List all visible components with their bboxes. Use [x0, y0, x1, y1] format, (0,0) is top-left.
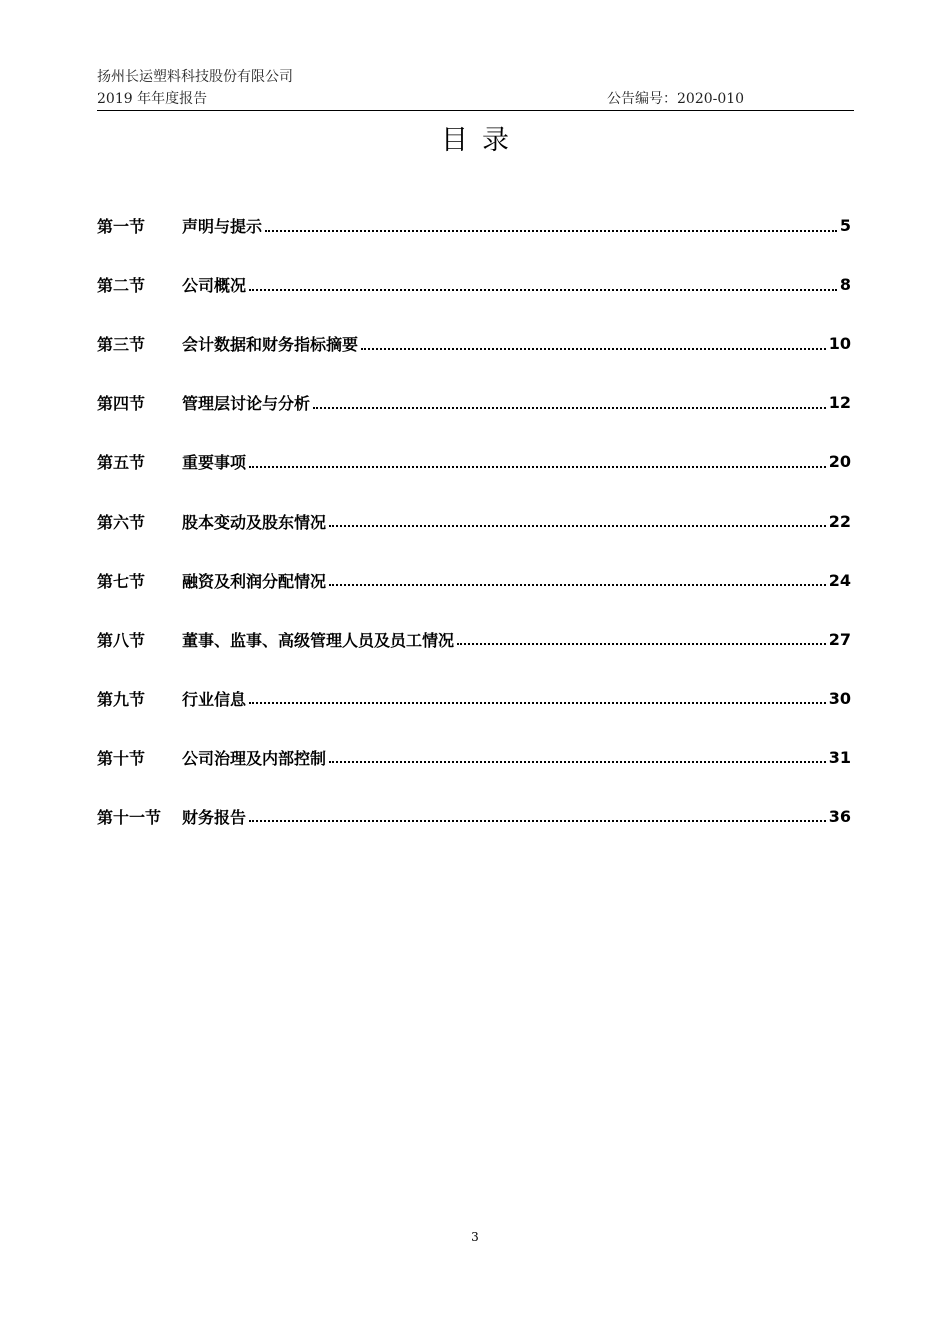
toc-leader	[249, 702, 826, 704]
toc-leader	[361, 348, 826, 350]
toc-section: 第三节	[97, 335, 146, 355]
page-title: 目录	[441, 125, 523, 156]
toc-title: 董事、监事、高级管理人员及员工情况	[182, 630, 455, 650]
toc-page: 5	[839, 216, 851, 236]
toc-title: 财务报告	[182, 807, 247, 827]
toc-page: 27	[828, 629, 851, 649]
notice-number: 公告编号：2020-010	[607, 91, 745, 107]
report-title: 2019 年年度报告	[97, 91, 208, 107]
toc-section: 第五节	[97, 453, 146, 473]
toc-entry[interactable]	[97, 196, 851, 255]
toc-page: 20	[828, 452, 851, 472]
toc-entry[interactable]	[97, 610, 851, 669]
toc-page: 22	[828, 511, 851, 531]
toc-section: 第十节	[97, 748, 146, 768]
toc-page: 31	[828, 747, 851, 767]
toc-leader	[249, 820, 826, 822]
toc-section: 第一节	[97, 217, 146, 237]
toc-title: 管理层讨论与分析	[182, 394, 311, 414]
toc-title: 公司概况	[182, 276, 247, 296]
toc-leader	[329, 761, 826, 763]
toc-leader	[249, 289, 837, 291]
toc-entry[interactable]	[97, 787, 851, 846]
page-number: 3	[471, 1230, 479, 1244]
toc-section: 第四节	[97, 394, 146, 414]
toc-section: 第八节	[97, 630, 146, 650]
toc-leader	[313, 407, 826, 409]
toc-leader	[329, 525, 826, 527]
toc-page: 12	[828, 393, 851, 413]
toc-section: 第七节	[97, 571, 146, 591]
toc-entry[interactable]	[97, 255, 851, 314]
report-line	[97, 88, 854, 110]
toc-leader	[457, 643, 826, 645]
toc-page: 24	[828, 570, 851, 590]
toc-title: 股本变动及股东情况	[182, 512, 327, 532]
toc-title: 融资及利润分配情况	[182, 571, 327, 591]
toc-title: 行业信息	[182, 689, 247, 709]
toc-title: 声明与提示	[182, 217, 263, 237]
toc-title: 重要事项	[182, 453, 247, 473]
toc-section: 第六节	[97, 512, 146, 532]
table-of-contents	[97, 196, 851, 846]
toc-entry[interactable]	[97, 669, 851, 728]
toc-page: 8	[839, 275, 851, 295]
toc-leader	[249, 466, 826, 468]
toc-page: 30	[828, 688, 851, 708]
page-header	[97, 66, 854, 110]
header-rule	[97, 110, 854, 111]
toc-entry[interactable]	[97, 373, 851, 432]
toc-page: 36	[828, 806, 851, 826]
toc-section: 第十一节	[97, 807, 162, 827]
toc-leader	[329, 584, 826, 586]
toc-leader	[265, 230, 837, 232]
toc-entry[interactable]	[97, 491, 851, 550]
toc-title: 公司治理及内部控制	[182, 748, 327, 768]
toc-entry[interactable]	[97, 314, 851, 373]
toc-page: 10	[828, 334, 851, 354]
toc-section: 第九节	[97, 689, 146, 709]
toc-section: 第二节	[97, 276, 146, 296]
toc-entry[interactable]	[97, 728, 851, 787]
company-name: 扬州长运塑料科技股份有限公司	[97, 69, 293, 85]
toc-title: 会计数据和财务指标摘要	[182, 335, 359, 355]
toc-entry[interactable]	[97, 551, 851, 610]
toc-entry[interactable]	[97, 432, 851, 491]
